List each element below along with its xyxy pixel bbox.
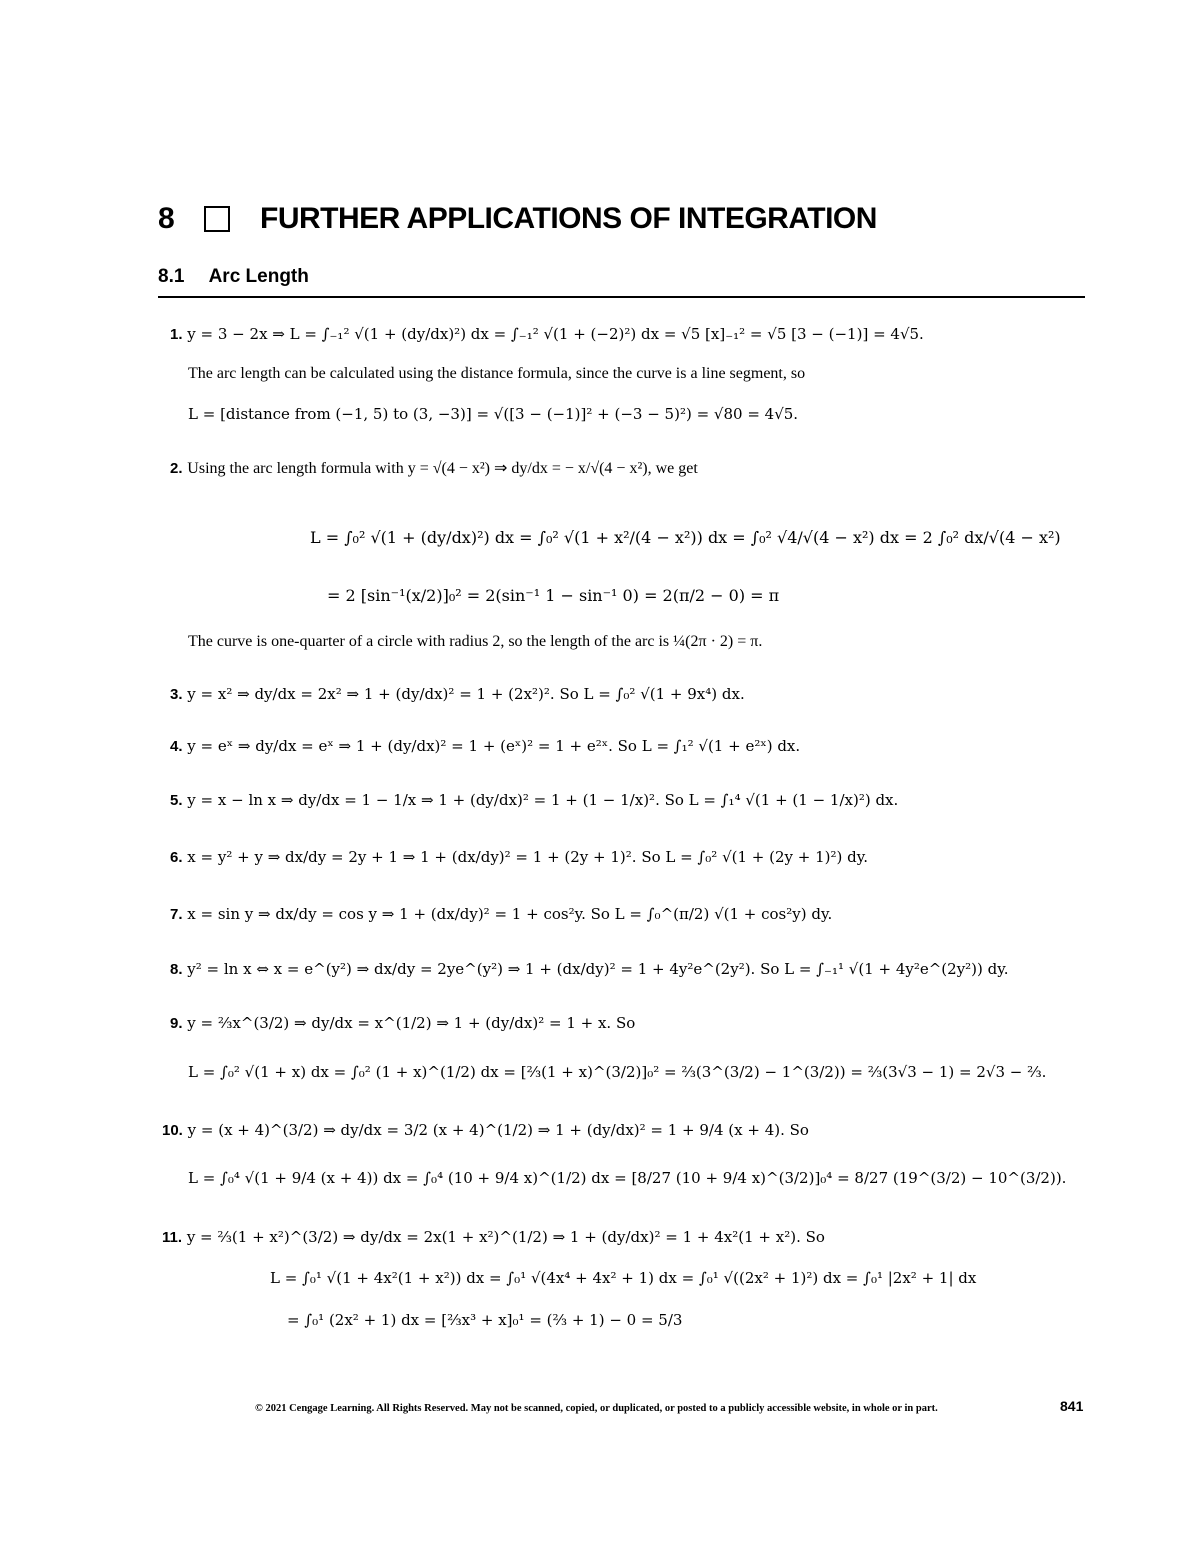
equation: y = eˣ ⇒ dy/dx = eˣ ⇒ 1 + (dy/dx)² = 1 + (eˣ)² = 1 + e²ˣ. So L = ∫₁² √(1 + e²ˣ) dx. (187, 737, 801, 755)
equation: x = sin y ⇒ dx/dy = cos y ⇒ 1 + (dx/dy)² = 1 + cos²y. So L = ∫₀^(π/2) √(1 + cos²y) dy. (187, 905, 833, 923)
exercise-2-equation-2: = 2 [sin⁻¹(x/2)]₀² = 2(sin⁻¹ 1 − sin⁻¹ 0) = 2(π/2 − 0) = π (327, 586, 780, 605)
chapter-title-text: FURTHER APPLICATIONS OF INTEGRATION (260, 202, 877, 235)
chapter-number: 8 (158, 202, 175, 235)
page-footer (0, 1398, 1200, 1422)
exercise-number: 1. (170, 326, 183, 343)
exercise-10 (162, 1120, 809, 1141)
exercise-2-text: Using the arc length formula with y = √(4 − x²) ⇒ dy/dx = − x/√(4 − x²), we get (187, 460, 698, 477)
exercise-9-equation-2: L = ∫₀² √(1 + x) dx = ∫₀² (1 + x)^(1/2) dx = [⅔(1 + x)^(3/2)]₀² = ⅔(3^(3/2) − 1^(3/2)) = ⅔(3√3 − 1) = 2√3 − ⅔. (188, 1063, 1047, 1081)
exercise-8 (170, 959, 1009, 980)
exercise-number: 4. (170, 738, 183, 755)
exercise-1 (170, 324, 924, 345)
exercise-7 (170, 904, 832, 925)
section-title (158, 266, 309, 288)
exercise-10-equation-2: L = ∫₀⁴ √(1 + 9/4 (x + 4)) dx = ∫₀⁴ (10 + 9/4 x)^(1/2) dx = [8/27 (10 + 9/4 x)^(3/2)]₀⁴ = 8/27 (19^(3/2) − 10^(3/2)). (188, 1169, 1067, 1187)
exercise-2-text-2: The curve is one-quarter of a circle with radius 2, so the length of the arc is ¼(2π · 2) = π. (188, 633, 763, 650)
equation: y² = ln x ⇔ x = e^(y²) ⇒ dx/dy = 2ye^(y²) ⇒ 1 + (dx/dy)² = 1 + 4y²e^(2y²). So L = ∫₋₁¹ √(1 + 4y²e^(2y²)) dy. (187, 960, 1009, 978)
equation: y = (x + 4)^(3/2) ⇒ dy/dx = 3/2 (x + 4)^(1/2) ⇒ 1 + (dy/dx)² = 1 + 9/4 (x + 4). So (187, 1121, 809, 1139)
exercise-3 (170, 684, 745, 705)
exercise-11-equation-3: = ∫₀¹ (2x² + 1) dx = [⅔x³ + x]₀¹ = (⅔ + 1) − 0 = 5/3 (287, 1311, 683, 1329)
exercise-number: 5. (170, 792, 183, 809)
exercise-1-equation-2: L = [distance from (−1, 5) to (3, −3)] = √([3 − (−1)]² + (−3 − 5)²) = √80 = 4√5. (188, 405, 799, 423)
exercise-number: 11. (162, 1229, 183, 1246)
equation: y = x − ln x ⇒ dy/dx = 1 − 1/x ⇒ 1 + (dy/dx)² = 1 + (1 − 1/x)². So L = ∫₁⁴ √(1 + (1 − 1/x)²) dx. (187, 791, 899, 809)
exercise-number: 10. (162, 1122, 183, 1139)
exercise-9 (170, 1013, 635, 1034)
exercise-number: 7. (170, 906, 183, 923)
exercise-5 (170, 790, 898, 811)
exercise-2 (170, 458, 698, 479)
exercise-number: 3. (170, 686, 183, 703)
copyright-notice: © 2021 Cengage Learning. All Rights Reserved. May not be scanned, copied, or duplicated, or posted to a publicly accessible website, in whole or in part. (255, 1403, 938, 1414)
square-icon (204, 206, 230, 232)
section-divider (158, 296, 1085, 298)
chapter-title (158, 202, 877, 236)
equation: y = x² ⇒ dy/dx = 2x² ⇒ 1 + (dy/dx)² = 1 + (2x²)². So L = ∫₀² √(1 + 9x⁴) dx. (187, 685, 745, 703)
page-number: 841 (1060, 1398, 1084, 1414)
exercise-number: 8. (170, 961, 183, 978)
exercise-number: 6. (170, 849, 183, 866)
section-title-text: Arc Length (208, 266, 309, 287)
exercise-2-equation-1: L = ∫₀² √(1 + (dy/dx)²) dx = ∫₀² √(1 + x²/(4 − x²)) dx = ∫₀² √4/√(4 − x²) dx = 2 ∫₀² dx/√(4 − x²) (310, 528, 1061, 547)
equation: x = y² + y ⇒ dx/dy = 2y + 1 ⇒ 1 + (dx/dy)² = 1 + (2y + 1)². So L = ∫₀² √(1 + (2y + 1)²) dy. (187, 848, 868, 866)
section-number: 8.1 (158, 266, 185, 287)
equation: y = 3 − 2x ⇒ L = ∫₋₁² √(1 + (dy/dx)²) dx = ∫₋₁² √(1 + (−2)²) dx = √5 [x]₋₁² = √5 [3 − (−1)] = 4√5. (187, 325, 924, 343)
exercise-number: 2. (170, 460, 183, 477)
equation: y = ⅔(1 + x²)^(3/2) ⇒ dy/dx = 2x(1 + x²)^(1/2) ⇒ 1 + (dy/dx)² = 1 + 4x²(1 + x²). So (186, 1228, 825, 1246)
exercise-4 (170, 736, 800, 757)
equation: y = ⅔x^(3/2) ⇒ dy/dx = x^(1/2) ⇒ 1 + (dy/dx)² = 1 + x. So (187, 1014, 636, 1032)
exercise-6 (170, 847, 868, 868)
exercise-1-text: The arc length can be calculated using the distance formula, since the curve is a line segment, so (188, 365, 806, 382)
exercise-11-equation-2: L = ∫₀¹ √(1 + 4x²(1 + x²)) dx = ∫₀¹ √(4x⁴ + 4x² + 1) dx = ∫₀¹ √((2x² + 1)²) dx = ∫₀¹ |2x² + 1| dx (270, 1269, 977, 1287)
exercise-11 (162, 1227, 825, 1248)
exercise-number: 9. (170, 1015, 183, 1032)
